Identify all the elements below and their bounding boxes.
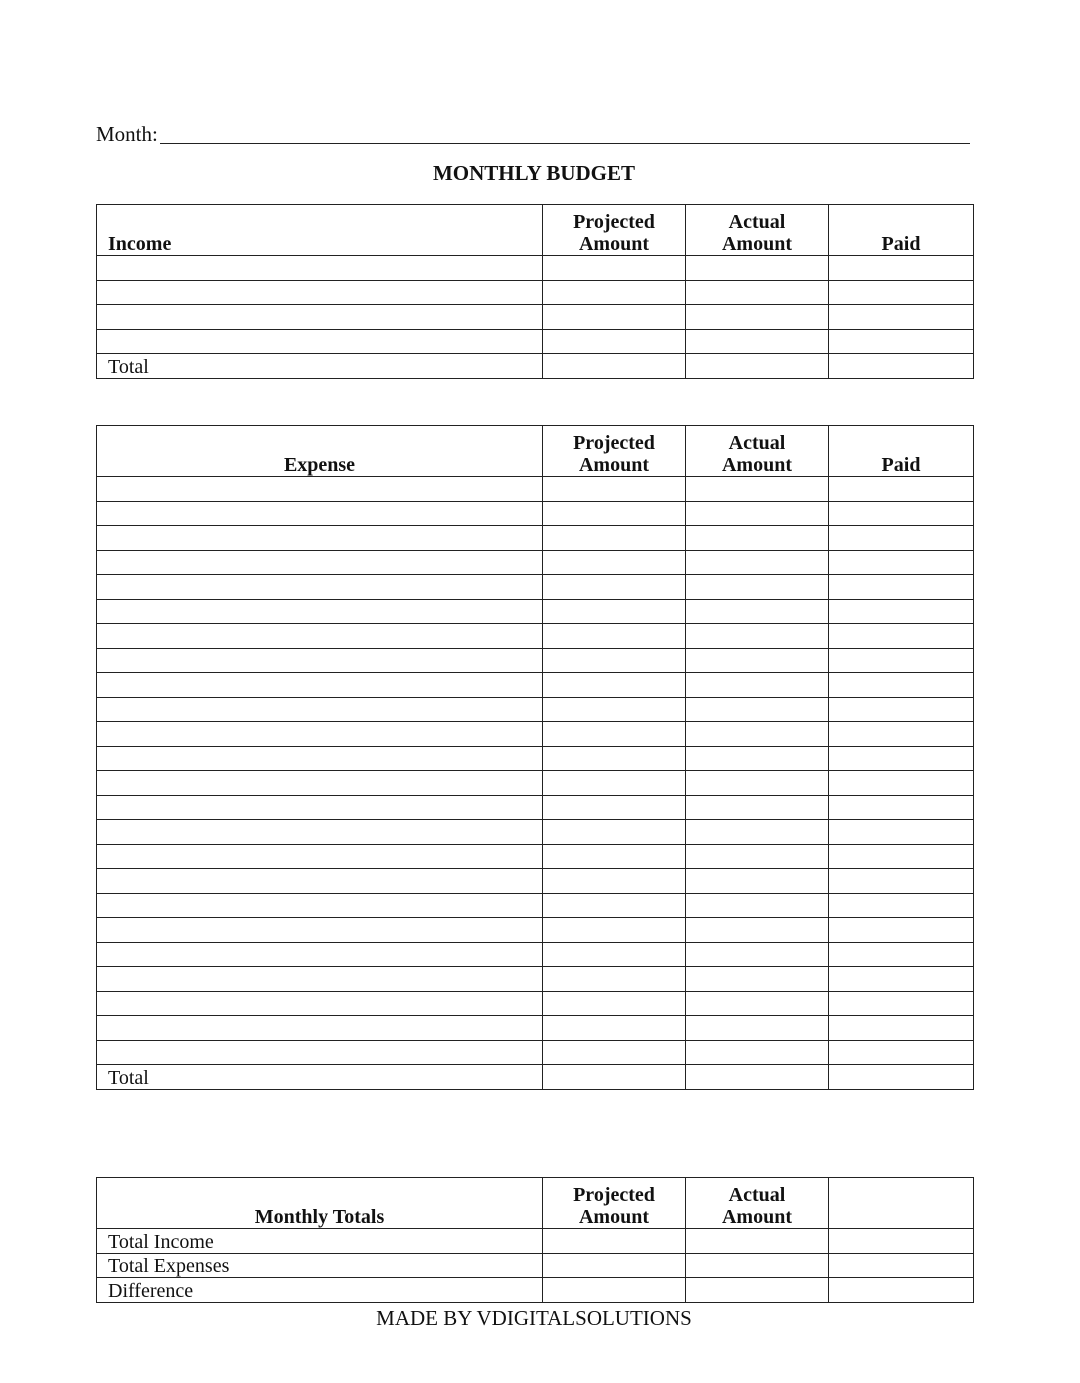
expense-name-cell[interactable] [97,722,543,747]
expense-paid-cell[interactable] [829,697,974,722]
table-row [97,526,974,551]
expense-paid-cell[interactable] [829,869,974,894]
expense-actual-cell[interactable] [686,746,829,771]
expense-paid-cell[interactable] [829,893,974,918]
income-name-cell[interactable] [97,305,543,330]
total-expenses-extra[interactable] [829,1253,974,1278]
expense-paid-cell[interactable] [829,526,974,551]
income-header-projected: Projected Amount [543,205,686,256]
expense-projected-cell[interactable] [543,526,686,551]
table-row [97,575,974,600]
expense-name-cell[interactable] [97,991,543,1016]
expense-actual-cell[interactable] [686,795,829,820]
expense-actual-cell[interactable] [686,869,829,894]
table-row [97,477,974,502]
expense-actual-cell[interactable] [686,1016,829,1041]
expense-name-cell[interactable] [97,918,543,943]
income-projected-cell[interactable] [543,256,686,281]
table-row [97,746,974,771]
income-header-actual: Actual Amount [686,205,829,256]
expense-projected-cell[interactable] [543,991,686,1016]
expense-projected-cell[interactable] [543,477,686,502]
expense-total-actual[interactable] [686,1065,829,1090]
expense-name-cell[interactable] [97,526,543,551]
expense-projected-cell[interactable] [543,967,686,992]
expense-actual-cell[interactable] [686,967,829,992]
expense-name-cell[interactable] [97,697,543,722]
income-total-projected[interactable] [543,354,686,379]
expense-projected-cell[interactable] [543,771,686,796]
income-total-row [97,354,974,379]
expense-name-cell[interactable] [97,795,543,820]
footer-credit: MADE BY VDIGITALSOLUTIONS [376,1306,692,1330]
total-income-extra[interactable] [829,1229,974,1254]
expense-name-cell[interactable] [97,746,543,771]
total-income-label: Total Income [97,1229,543,1254]
table-row [97,1016,974,1041]
expense-paid-cell[interactable] [829,844,974,869]
income-total-actual[interactable] [686,354,829,379]
expense-actual-cell[interactable] [686,1040,829,1065]
expense-name-cell[interactable] [97,820,543,845]
expense-paid-cell[interactable] [829,1040,974,1065]
total-income-projected[interactable] [543,1229,686,1254]
expense-projected-cell[interactable] [543,942,686,967]
expense-paid-cell[interactable] [829,575,974,600]
table-row [97,305,974,330]
expense-actual-cell[interactable] [686,550,829,575]
table-row [97,550,974,575]
table-row [97,624,974,649]
expense-actual-cell[interactable] [686,697,829,722]
expense-projected-cell[interactable] [543,648,686,673]
expense-paid-cell[interactable] [829,795,974,820]
difference-projected[interactable] [543,1278,686,1303]
expense-name-cell[interactable] [97,550,543,575]
expense-header-row [97,426,974,477]
income-projected-cell[interactable] [543,280,686,305]
expense-name-cell[interactable] [97,893,543,918]
table-row [97,893,974,918]
expense-paid-cell[interactable] [829,550,974,575]
expense-actual-cell[interactable] [686,820,829,845]
expense-projected-cell[interactable] [543,1040,686,1065]
table-row [97,697,974,722]
expense-name-cell[interactable] [97,844,543,869]
income-header-paid: Paid [829,205,974,256]
table-row [97,722,974,747]
totals-row-difference [97,1278,974,1303]
expense-name-cell[interactable] [97,599,543,624]
expense-actual-cell[interactable] [686,991,829,1016]
income-paid-cell[interactable] [829,329,974,354]
table-row [97,844,974,869]
expense-actual-cell[interactable] [686,526,829,551]
expense-projected-cell[interactable] [543,501,686,526]
expense-paid-cell[interactable] [829,942,974,967]
income-table [96,204,974,379]
expense-actual-cell[interactable] [686,942,829,967]
income-projected-cell[interactable] [543,329,686,354]
expense-total-row [97,1065,974,1090]
income-paid-cell[interactable] [829,256,974,281]
expense-paid-cell[interactable] [829,722,974,747]
table-row [97,280,974,305]
income-header-name: Income [97,205,543,256]
totals-row-expenses [97,1253,974,1278]
expense-paid-cell[interactable] [829,501,974,526]
expense-header-paid: Paid [829,426,974,477]
month-field [96,118,970,146]
table-row [97,967,974,992]
expense-paid-cell[interactable] [829,599,974,624]
table-row [97,771,974,796]
difference-label: Difference [97,1278,543,1303]
expense-projected-cell[interactable] [543,722,686,747]
income-actual-cell[interactable] [686,280,829,305]
expense-paid-cell[interactable] [829,624,974,649]
expense-name-cell[interactable] [97,942,543,967]
expense-projected-cell[interactable] [543,697,686,722]
table-row [97,1040,974,1065]
income-name-cell[interactable] [97,329,543,354]
expense-name-cell[interactable] [97,967,543,992]
expense-projected-cell[interactable] [543,673,686,698]
expense-projected-cell[interactable] [543,820,686,845]
page-title: MONTHLY BUDGET [432,161,636,185]
expense-total-paid[interactable] [829,1065,974,1090]
expense-paid-cell[interactable] [829,477,974,502]
totals-header-extra [829,1178,974,1229]
expense-projected-cell[interactable] [543,624,686,649]
total-expenses-label: Total Expenses [97,1253,543,1278]
expense-paid-cell[interactable] [829,967,974,992]
expense-projected-cell[interactable] [543,795,686,820]
expense-name-cell[interactable] [97,501,543,526]
expense-actual-cell[interactable] [686,648,829,673]
expense-name-cell[interactable] [97,1040,543,1065]
expense-total-projected[interactable] [543,1065,686,1090]
expense-projected-cell[interactable] [543,893,686,918]
expense-actual-cell[interactable] [686,918,829,943]
table-row [97,329,974,354]
income-actual-cell[interactable] [686,305,829,330]
month-input-line[interactable] [160,143,970,144]
expense-name-cell[interactable] [97,477,543,502]
expense-name-cell[interactable] [97,771,543,796]
expense-total-label: Total [97,1065,543,1090]
income-paid-cell[interactable] [829,305,974,330]
table-row [97,599,974,624]
expense-paid-cell[interactable] [829,673,974,698]
difference-actual[interactable] [686,1278,829,1303]
table-row [97,648,974,673]
income-header-row [97,205,974,256]
expense-name-cell[interactable] [97,648,543,673]
table-row [97,991,974,1016]
expense-actual-cell[interactable] [686,624,829,649]
expense-paid-cell[interactable] [829,991,974,1016]
expense-actual-cell[interactable] [686,599,829,624]
expense-projected-cell[interactable] [543,746,686,771]
expense-actual-cell[interactable] [686,771,829,796]
expense-projected-cell[interactable] [543,550,686,575]
expense-paid-cell[interactable] [829,918,974,943]
totals-header-actual: Actual Amount [686,1178,829,1229]
expense-actual-cell[interactable] [686,501,829,526]
expense-header-actual: Actual Amount [686,426,829,477]
expense-paid-cell[interactable] [829,1016,974,1041]
expense-name-cell[interactable] [97,673,543,698]
income-total-paid[interactable] [829,354,974,379]
table-row [97,256,974,281]
totals-row-income [97,1229,974,1254]
expense-actual-cell[interactable] [686,477,829,502]
monthly-totals-table [96,1177,974,1303]
income-actual-cell[interactable] [686,329,829,354]
income-projected-cell[interactable] [543,305,686,330]
table-row [97,820,974,845]
table-row [97,501,974,526]
totals-header-projected: Projected Amount [543,1178,686,1229]
expense-actual-cell[interactable] [686,575,829,600]
table-row [97,918,974,943]
expense-name-cell[interactable] [97,1016,543,1041]
totals-header-name: Monthly Totals [97,1178,543,1229]
total-expenses-projected[interactable] [543,1253,686,1278]
table-row [97,795,974,820]
expense-projected-cell[interactable] [543,869,686,894]
table-row [97,869,974,894]
expense-header-name: Expense [97,426,543,477]
expense-projected-cell[interactable] [543,599,686,624]
total-income-actual[interactable] [686,1229,829,1254]
totals-header-row [97,1178,974,1229]
expense-projected-cell[interactable] [543,844,686,869]
income-name-cell[interactable] [97,256,543,281]
expense-header-projected: Projected Amount [543,426,686,477]
expense-actual-cell[interactable] [686,893,829,918]
expense-projected-cell[interactable] [543,1016,686,1041]
expense-actual-cell[interactable] [686,673,829,698]
expense-table [96,425,974,1090]
expense-projected-cell[interactable] [543,575,686,600]
expense-paid-cell[interactable] [829,820,974,845]
month-label: Month: [96,122,158,146]
income-name-cell[interactable] [97,280,543,305]
table-row [97,942,974,967]
expense-paid-cell[interactable] [829,648,974,673]
table-row [97,673,974,698]
income-actual-cell[interactable] [686,256,829,281]
expense-projected-cell[interactable] [543,918,686,943]
expense-name-cell[interactable] [97,575,543,600]
expense-actual-cell[interactable] [686,844,829,869]
income-total-label: Total [97,354,543,379]
expense-paid-cell[interactable] [829,771,974,796]
expense-actual-cell[interactable] [686,722,829,747]
expense-name-cell[interactable] [97,869,543,894]
expense-paid-cell[interactable] [829,746,974,771]
income-paid-cell[interactable] [829,280,974,305]
total-expenses-actual[interactable] [686,1253,829,1278]
expense-name-cell[interactable] [97,624,543,649]
difference-extra[interactable] [829,1278,974,1303]
